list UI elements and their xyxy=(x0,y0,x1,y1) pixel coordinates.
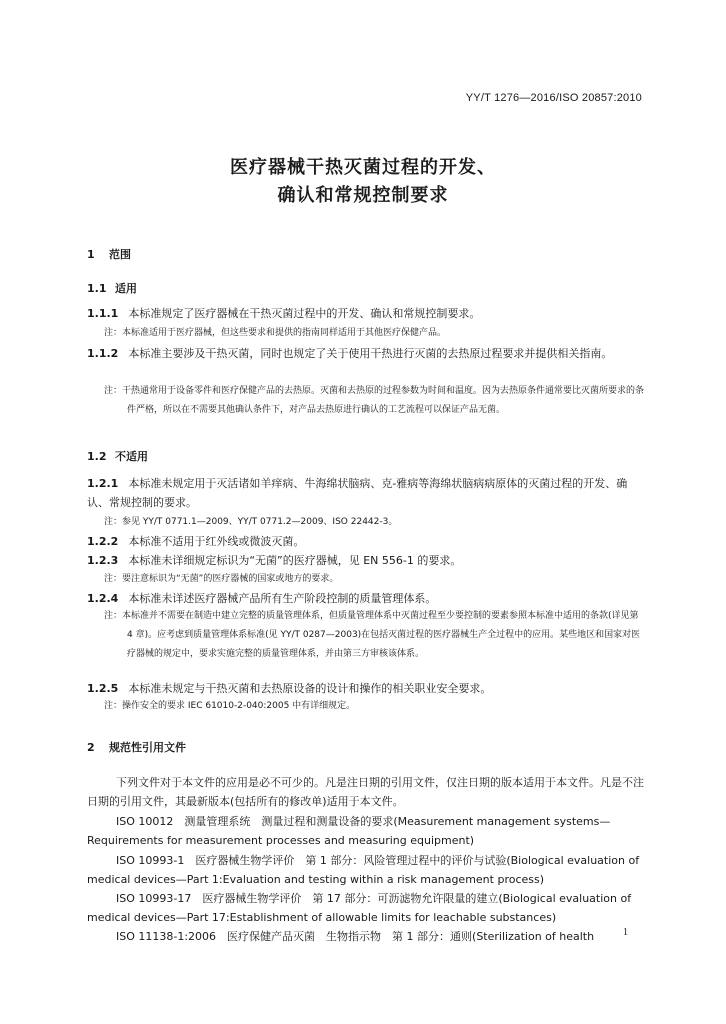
section-heading-1 xyxy=(87,246,131,262)
reference-item: ISO 10012 测量管理系统 测量过程和测量设备的要求(Measurement management systems—Requirements for measurement processes and measuring equipment) xyxy=(87,815,611,847)
section-number: 1 xyxy=(87,248,95,261)
document-title-line2: 确认和常规控制要求 xyxy=(277,185,449,206)
clause-1-1-2 xyxy=(87,344,645,363)
section-heading-2 xyxy=(87,739,186,755)
section-number: 2 xyxy=(87,741,95,754)
section-number: 1.1 xyxy=(87,282,107,295)
page-number: 1 xyxy=(623,927,628,938)
note-1-2-5: 注：操作安全的要求 IEC 61010-2-040:2005 中有详细规定。 xyxy=(104,701,356,711)
clause-number: 1.1.1 xyxy=(87,307,119,320)
note-1-1-2: 注：干热通常用于设备零件和医疗保健产品的去热原。灭菌和去热原的过程参数为时间和温度。因为去热原条件通常要比灭菌所要求的条件严格，所以在不需要其他确认条件下，对产品去热原进行确认的工艺流程可以保证产品无菌。 xyxy=(104,386,645,415)
clause-number: 1.2.5 xyxy=(87,682,119,695)
standard-code: YY/T 1276—2016/ISO 20857:2010 xyxy=(465,92,642,104)
document-title-line1: 医疗器械干热灭菌过程的开发、 xyxy=(230,157,496,178)
normative-intro: 下列文件对于本文件的应用是必不可少的。凡是注日期的引用文件，仅注日期的版本适用于本文件。凡是不注日期的引用文件，其最新版本(包括所有的修改单)适用于本文件。 xyxy=(87,776,644,808)
clause-text: 本标准不适用于红外线或微波灭菌。 xyxy=(128,535,305,548)
clause-number: 1.2.3 xyxy=(87,554,119,567)
reference-item: ISO 10993-17 医疗器械生物学评价 第 17 部分：可沥滤物允许限量的建立(Biological evaluation of medical devices—Part 17:Establishment of allowable limits for leachable substances) xyxy=(87,892,632,924)
clause-number: 1.1.2 xyxy=(87,347,119,360)
clause-text: 本标准未规定与干热灭菌和去热原设备的设计和操作的相关职业安全要求。 xyxy=(128,682,492,695)
section-title: 范围 xyxy=(109,248,131,261)
note-1-2-1: 注：参见 YY/T 0771.1—2009、YY/T 0771.2—2009、ISO 22442-3。 xyxy=(104,517,398,527)
clause-number: 1.2.4 xyxy=(87,592,119,605)
clause-1-1-1 xyxy=(87,304,645,323)
clause-1-2-3 xyxy=(87,551,645,570)
reference-item: ISO 11138-1:2006 医疗保健产品灭菌 生物指示物 第 1 部分：通则(Sterilization of health xyxy=(116,930,595,943)
clause-number: 1.2.1 xyxy=(87,477,119,490)
clause-1-2-2 xyxy=(87,532,645,551)
section-title: 规范性引用文件 xyxy=(109,741,186,754)
note-1-2-4: 注：本标准并不需要在制造中建立完整的质量管理体系，但质量管理体系中灭菌过程至少要控制的要素参照本标准中适用的条款(详见第 4 章)。应考虑到质量管理体系标准(见 YY/T 0287—2003)在包括灭菌过程的医疗器械生产全过程中的应用。某些地区和国家对医疗器械的规定中，要求实施完整的质量管理体系，并由第三方审核该体系。 xyxy=(104,611,641,659)
section-heading-1-2 xyxy=(87,448,148,464)
clause-text: 本标准未详述医疗器械产品所有生产阶段控制的质量管理体系。 xyxy=(128,592,437,605)
section-number: 1.2 xyxy=(87,450,107,463)
note-1-2-3: 注：要注意标识为“无菌”的医疗器械的国家或地方的要求。 xyxy=(104,574,339,584)
clause-1-2-1 xyxy=(87,474,645,512)
clause-text: 本标准主要涉及干热灭菌，同时也规定了关于使用干热进行灭菌的去热原过程要求并提供相关指南。 xyxy=(128,347,613,360)
section-title: 适用 xyxy=(115,282,137,295)
reference-item: ISO 10993-1 医疗器械生物学评价 第 1 部分：风险管理过程中的评价与试验(Biological evaluation of medical devices—Part 1:Evaluation and testing within a risk management process) xyxy=(87,854,640,886)
clause-text: 本标准未规定用于灭活诸如羊痒病、牛海绵状脑病、克-雅病等海绵状脑病病原体的灭菌过程的开发、确认、常规控制的要求。 xyxy=(87,477,628,509)
clause-number: 1.2.2 xyxy=(87,535,119,548)
clause-1-2-5 xyxy=(87,679,645,698)
note-1-1-1: 注：本标准适用于医疗器械，但这些要求和提供的指南同样适用于其他医疗保健产品。 xyxy=(104,328,447,338)
clause-1-2-4 xyxy=(87,589,645,608)
clause-text: 本标准规定了医疗器械在干热灭菌过程中的开发、确认和常规控制要求。 xyxy=(128,307,481,320)
section-heading-1-1 xyxy=(87,280,137,296)
section-title: 不适用 xyxy=(115,450,148,463)
clause-text: 本标准未详细规定标识为“无菌”的医疗器械，见 EN 556-1 的要求。 xyxy=(128,554,462,567)
